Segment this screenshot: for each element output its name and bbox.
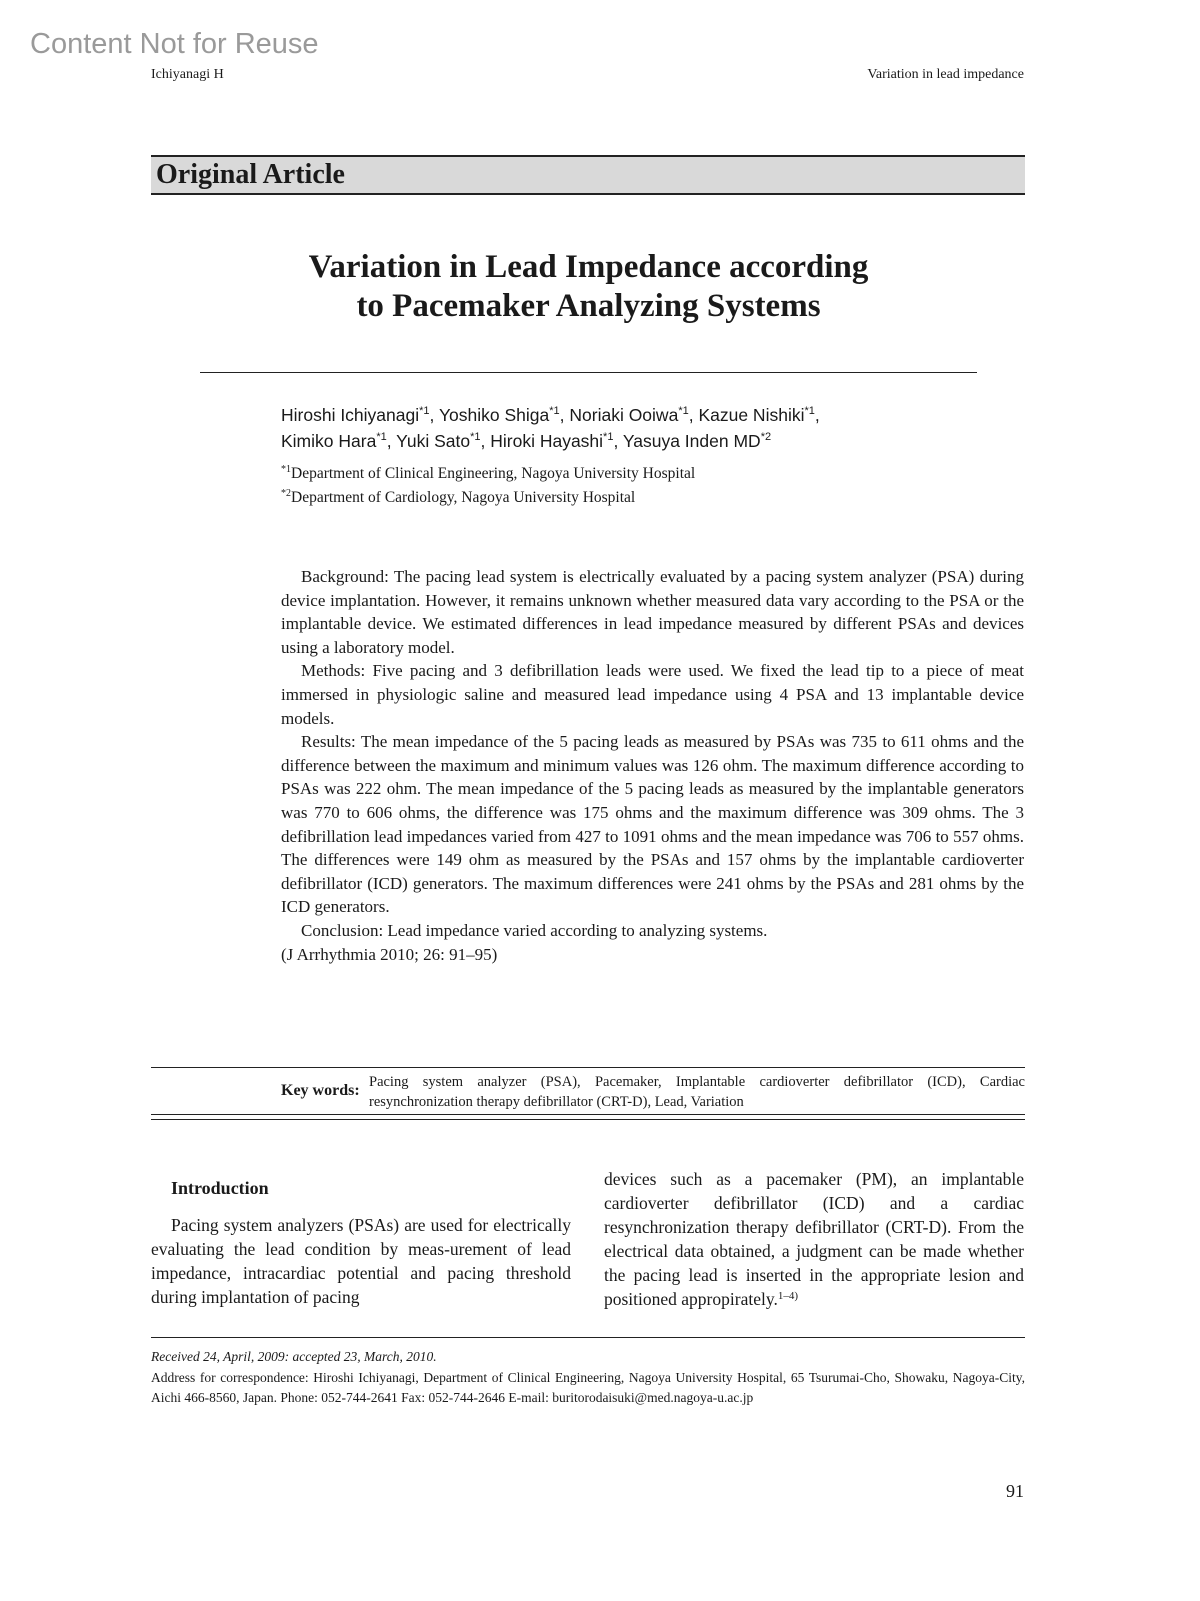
abstract-conclusion: Conclusion: Lead impedance varied according to analyzing systems. [301,920,768,940]
intro-paragraph-continued: devices such as a pacemaker (PM), an implantable cardioverter defibrillator (ICD) and a cardiac resynchronization therapy defibrillator (CRT-D). From the electrical data obtained, a judgment can be made whether the pacing lead is inserted in the appropriate lesion and positioned appropirately.$^{1-4)}$ [604,1169,1024,1309]
affiliation: $^{*1}$Department of Clinical Engineering, Nagoya University Hospital [281,464,696,482]
author: Noriaki Ooiwa$^{*1}$, [569,405,699,425]
keywords-rule-top [151,1067,1025,1068]
keywords-text: Pacing system analyzer (PSA), Pacemaker, Implantable cardioverter defibrillator (ICD), Cardiac resynchronization therapy defibrillator (CRT-D), Lead, Variation [369,1074,1025,1110]
author-line-2 [281,428,1001,454]
section-banner [151,155,1025,195]
running-header-title: Variation in lead impedance [867,67,1024,82]
section-label: Original Article [156,159,345,190]
author: Kimiko Hara$^{*1}$, [281,431,397,451]
author: Yasuya Inden MD$^{*2}$ [622,431,772,451]
abstract [281,565,1024,966]
author: Hiroshi Ichiyanagi$^{*1}$, [281,405,439,425]
intro-column-left [151,1213,571,1309]
keywords-label: Key words: [281,1082,360,1099]
introduction-heading: Introduction [171,1178,269,1198]
watermark: Content Not for Reuse [30,28,319,60]
author-list [281,402,1001,454]
author: Kazue Nishiki$^{*1}$, [698,405,820,425]
footer-rule [151,1337,1025,1338]
article-title [200,248,977,326]
citation: (J Arrhythmia 2010; 26: 91–95) [281,944,498,964]
title-line-2: to Pacemaker Analyzing Systems [356,288,821,324]
author: Yoshiko Shiga$^{*1}$, [438,405,570,425]
author: Yuki Sato$^{*1}$, [396,431,491,451]
correspondence-address: Address for correspondence: Hiroshi Ichiyanagi, Department of Clinical Engineering, Nagoya University Hospital, 65 Tsurumai-Cho, Showaku, Nagoya-City, Aichi 466-8560, Japan. Phone: 052-744-2641 Fax: 052-744-2646 E-mail: buritorodaisuki@med.nagoya-u.ac.jp [151,1370,1025,1405]
intro-column-right [604,1167,1024,1311]
affiliation: $^{*2}$Department of Cardiology, Nagoya University Hospital [281,488,636,506]
abstract-results: Results: The mean impedance of the 5 pacing leads as measured by PSAs was 735 to 611 ohms and the difference between the maximum and minimum values was 126 ohm. The maximum difference according to PSAs was 222 ohm. The mean impedance of the 5 pacing leads as measured by the implantable generators was 770 to 606 ohms, the difference was 175 ohms and the maximum difference was 309 ohms. The 3 defibrillation lead impedances varied from 427 to 1091 ohms and the mean impedance was 706 to 557 ohms. The differences were 149 ohm as measured by the PSAs and 157 ohms by the implantable cardioverter defibrillator (ICD) generators. The maximum differences were 241 ohms by the PSAs and 281 ohms by the ICD generators. [281,732,1024,917]
title-line-1: Variation in Lead Impedance according [308,249,869,285]
author-line-1 [281,402,1001,428]
received-dates: Received 24, April, 2009: accepted 23, March, 2010. [151,1349,437,1364]
author: Hiroki Hayashi$^{*1}$, [490,431,623,451]
abstract-methods: Methods: Five pacing and 3 defibrillation leads were used. We fixed the lead tip to a piece of meat immersed in physiologic saline and measured lead impedance using 4 PSA and 13 implantable device models. [281,661,1024,728]
reference-marker: 1–4) [777,1290,798,1302]
running-header-author: Ichiyanagi H [151,67,224,82]
keywords-rule-bottom-double [151,1119,1025,1120]
keywords-rule-bottom [151,1114,1025,1115]
intro-paragraph: Pacing system analyzers (PSAs) are used for electrically evaluating the lead condition by meas-urement of lead impedance, intracardiac potential and pacing threshold during implantation of pacing [151,1215,571,1307]
abstract-background: Background: The pacing lead system is electrically evaluated by a pacing system analyzer (PSA) during device implantation. However, it remains unknown whether measured data vary according to the PSA or the implantable device. We estimated differences in lead impedance measured by different PSAs and devices using a laboratory model. [281,567,1024,657]
page-number: 91 [1006,1481,1024,1501]
title-divider [200,372,977,373]
